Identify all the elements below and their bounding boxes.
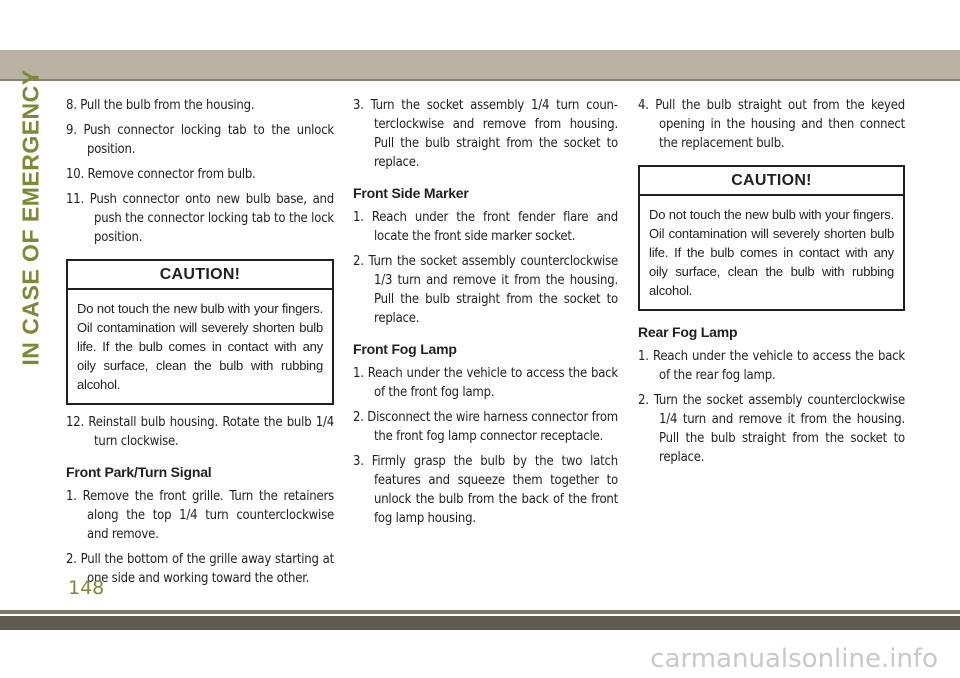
footer-rule (0, 610, 960, 614)
step-2: 2. Turn the socket assembly counterclockwise 1/4 turn and remove it from the housing. Pull the bulb straight from the socket to replace. (638, 393, 905, 465)
watermark: carmanualsonline.info (650, 644, 938, 674)
step-11: 11. Push connector onto new bulb base, and push the connector locking tab to the lock position. (66, 192, 334, 245)
step-1: 1. Remove the front grille. Turn the retainers along the top 1/4 turn counterclockwise and remove. (66, 489, 334, 542)
header-rule (0, 79, 960, 81)
step-1: 1. Reach under the vehicle to access the back of the rear fog lamp. (638, 349, 905, 383)
step-10: 10. Remove connector from bulb. (66, 167, 256, 182)
section-tab-label: IN CASE OF EMERGENCY (17, 68, 44, 366)
caution-text: Do not touch the new bulb with your fingers. Oil contamination will severely shorten bulb life. If the bulb comes in contact with any oily surface, clean the bulb with rubbing alcohol. (649, 207, 894, 298)
caution-box (638, 165, 905, 311)
page-number: 148 (68, 577, 105, 599)
step-9: 9. Push connector locking tab to the unlock position. (66, 123, 334, 157)
step-2: 2. Disconnect the wire harness connector from the front fog lamp connector receptacle. (353, 410, 618, 444)
column-1 (66, 96, 334, 594)
caution-text: Do not touch the new bulb with your fingers. Oil contamination will severely shorten bulb life. If the bulb comes in contact with any oily surface, clean the bulb with rubbing alcohol. (77, 301, 323, 392)
step-8: 8. Pull the bulb from the housing. (66, 98, 255, 113)
step-1: 1. Reach under the vehicle to access the back of the front fog lamp. (353, 366, 618, 400)
column-2 (353, 96, 618, 534)
step-4: 4. Pull the bulb straight out from the keyed opening in the housing and then connect the replacement bulb. (638, 98, 905, 151)
header-band (0, 50, 960, 79)
caution-title: CAUTION! (68, 261, 332, 290)
step-1: 1. Reach under the front fender flare and locate the front side marker socket. (353, 210, 618, 244)
step-2: 2. Pull the bottom of the grille away starting at one side and working toward the other. (66, 552, 334, 586)
caution-title: CAUTION! (640, 167, 903, 196)
step-2: 2. Turn the socket assembly counterclockwise 1/3 turn and remove it from the housing. Pull the bulb straight from the socket to replace. (353, 254, 618, 326)
footer-band (0, 616, 960, 630)
section-heading: Front Fog Lamp (353, 341, 457, 357)
step-12: 12. Reinstall bulb housing. Rotate the bulb 1/4 turn clockwise. (66, 415, 334, 449)
section-heading: Front Park/Turn Signal (66, 464, 212, 480)
column-3 (638, 96, 905, 473)
step-3: 3. Firmly grasp the bulb by the two latch features and squeeze them together to unlock the bulb from the back of the front fog lamp housing. (353, 454, 618, 526)
section-heading: Rear Fog Lamp (638, 324, 738, 340)
step-3: 3. Turn the socket assembly 1/4 turn counterclockwise and remove from housing. Pull the bulb straight from the socket to replace. (353, 98, 618, 170)
section-heading: Front Side Marker (353, 185, 469, 201)
section-tab (16, 68, 46, 366)
caution-box (66, 259, 334, 405)
